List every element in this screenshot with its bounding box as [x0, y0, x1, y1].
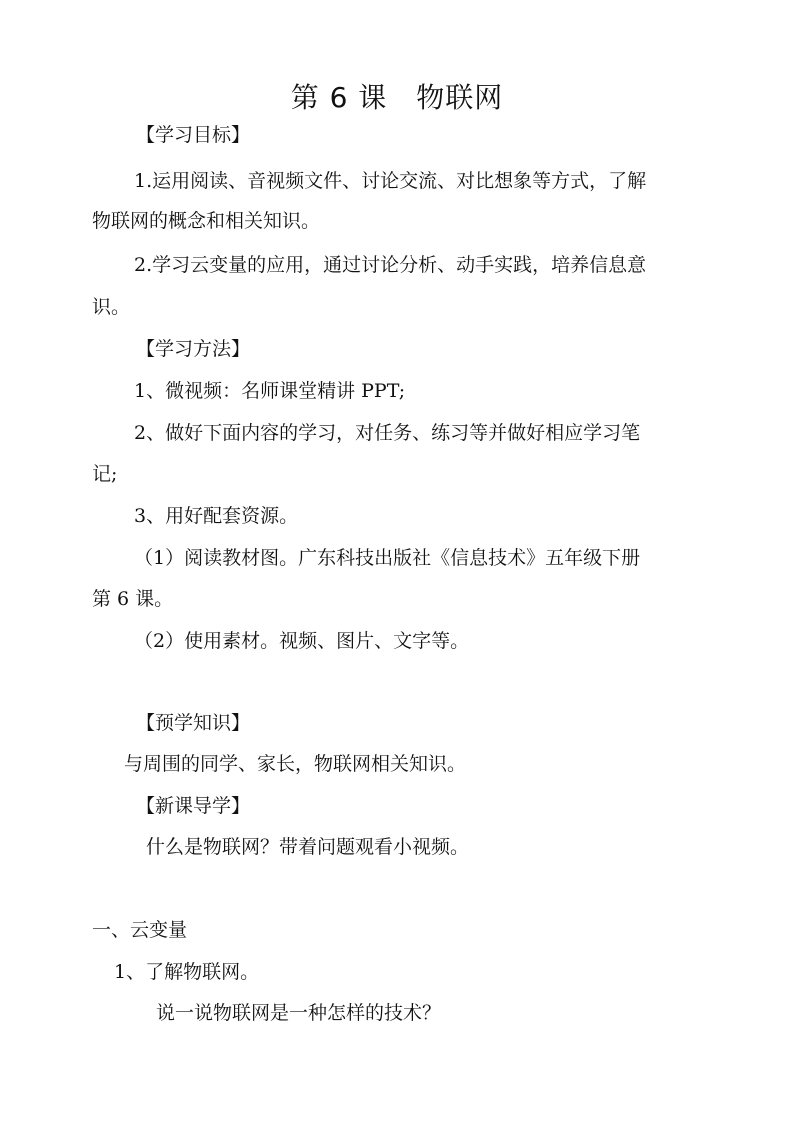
lesson-title: 第 6 课 物联网	[290, 81, 504, 114]
method-2-line-1: 2、做好下面内容的学习，对任务、练习等并做好相应学习笔	[134, 422, 641, 444]
section-1-question: 说一说物联网是一种怎样的技术？	[156, 1002, 442, 1024]
goal-1-line-2: 物联网的概念和相关知识。	[92, 210, 321, 232]
goal-2-line-1: 2.学习云变量的应用，通过讨论分析、动手实践，培养信息意	[134, 254, 647, 276]
methods-heading: 【学习方法】	[136, 338, 251, 360]
goal-2-line-2: 识。	[92, 296, 131, 318]
method-2-line-2: 记;	[92, 463, 118, 485]
method-3-sub-1-line-1: （1）阅读教材图。广东科技出版社《信息技术》五年级下册	[134, 547, 641, 569]
new-lesson-heading: 【新课导学】	[136, 795, 251, 817]
method-3-sub-1-line-2: 第 6 课。	[92, 588, 174, 610]
goals-heading: 【学习目标】	[136, 124, 251, 146]
method-3: 3、用好配套资源。	[134, 505, 299, 527]
method-3-sub-2: （2）使用素材。视频、图片、文字等。	[134, 630, 470, 652]
preview-text: 与周围的同学、家长，物联网相关知识。	[124, 753, 467, 775]
new-lesson-text: 什么是物联网？带着问题观看小视频。	[146, 836, 470, 858]
section-1-heading: 一、云变量	[92, 919, 188, 941]
section-1-item-1: 1、了解物联网。	[114, 961, 260, 983]
goal-1-line-1: 1.运用阅读、音视频文件、讨论交流、对比想象等方式，了解	[134, 170, 647, 192]
method-1: 1、微视频：名师课堂精讲 PPT;	[134, 380, 406, 402]
preview-heading: 【预学知识】	[136, 712, 251, 734]
